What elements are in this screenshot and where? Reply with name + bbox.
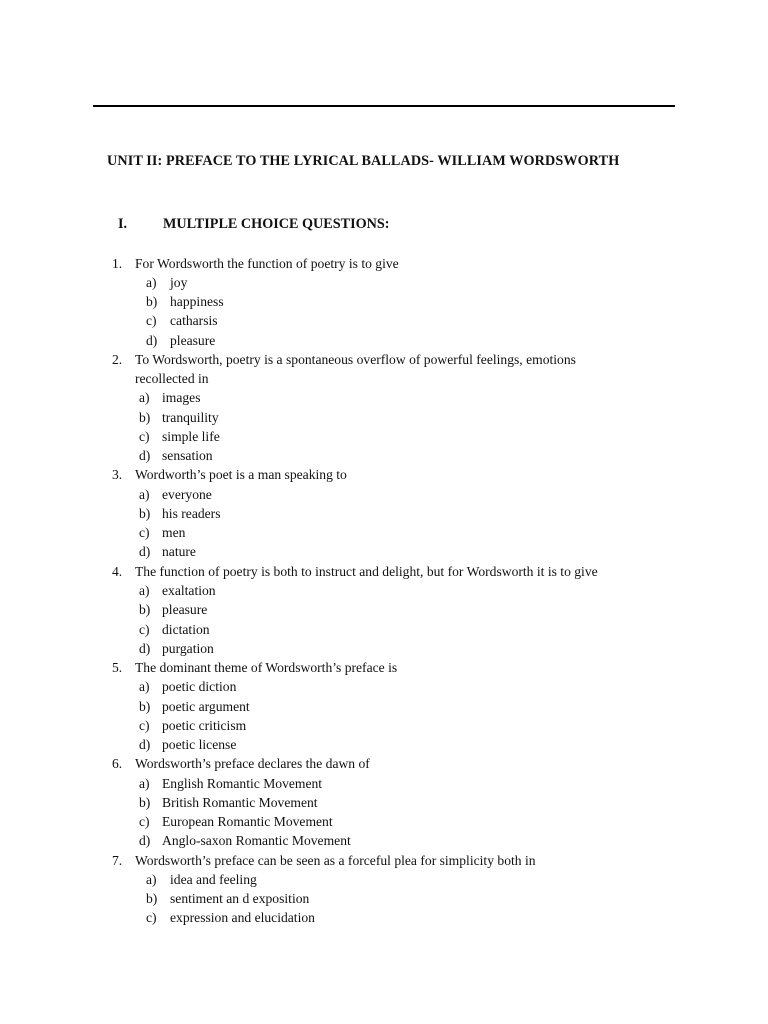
option-letter: a) <box>139 583 150 598</box>
option-text: men <box>162 525 186 540</box>
option-text: sensation <box>162 448 213 463</box>
option-letter: c) <box>139 814 150 829</box>
option-letter: c) <box>139 429 150 444</box>
option-letter: a) <box>139 776 150 791</box>
question-number: 1. <box>112 256 123 271</box>
top-rule <box>93 105 675 107</box>
question-number: 3. <box>112 467 123 482</box>
option-letter: b) <box>139 602 151 617</box>
option-letter: d) <box>139 833 151 848</box>
question-text: For Wordsworth the function of poetry is to give <box>135 256 399 271</box>
option-text: everyone <box>162 487 212 502</box>
option-letter: c) <box>139 622 150 637</box>
option-text: images <box>162 390 201 405</box>
option-letter: c) <box>146 910 157 925</box>
section-heading <box>118 216 390 233</box>
option-text: pleasure <box>162 602 208 617</box>
option-letter: b) <box>139 699 151 714</box>
question-text: The function of poetry is both to instruct and delight, but for Wordsworth it is to give <box>135 564 598 579</box>
option-text: dictation <box>162 622 210 637</box>
option-letter: a) <box>139 679 150 694</box>
question-number: 5. <box>112 660 123 675</box>
option-letter: d) <box>139 544 151 559</box>
option-text: catharsis <box>170 313 218 328</box>
option-letter: b) <box>139 410 151 425</box>
option-text: poetic argument <box>162 699 250 714</box>
option-letter: d) <box>139 448 151 463</box>
option-letter: a) <box>139 390 150 405</box>
option-letter: a) <box>146 275 157 290</box>
option-text: purgation <box>162 641 214 656</box>
option-letter: c) <box>139 718 150 733</box>
option-letter: b) <box>146 891 158 906</box>
option-text: happiness <box>170 294 224 309</box>
option-text: expression and elucidation <box>170 910 315 925</box>
option-text: poetic license <box>162 737 237 752</box>
option-letter: c) <box>146 313 157 328</box>
question-text: Wordsworth’s preface can be seen as a forceful plea for simplicity both in <box>135 853 536 868</box>
option-letter: a) <box>139 487 150 502</box>
question-number: 4. <box>112 564 123 579</box>
option-text: pleasure <box>170 333 216 348</box>
option-text: poetic diction <box>162 679 237 694</box>
option-letter: a) <box>146 872 157 887</box>
section-heading-text: MULTIPLE CHOICE QUESTIONS: <box>163 216 390 232</box>
option-letter: b) <box>139 506 151 521</box>
option-text: European Romantic Movement <box>162 814 333 829</box>
question-text-continued: recollected in <box>135 371 209 386</box>
option-text: tranquility <box>162 410 219 425</box>
section-number: I. <box>118 216 128 232</box>
option-text: simple life <box>162 429 220 444</box>
option-text: his readers <box>162 506 221 521</box>
question-text: Wordworth’s poet is a man speaking to <box>135 467 347 482</box>
option-text: joy <box>170 275 188 290</box>
option-text: exaltation <box>162 583 216 598</box>
question-text: The dominant theme of Wordsworth’s preface is <box>135 660 398 675</box>
option-text: Anglo-saxon Romantic Movement <box>162 833 351 848</box>
question-number: 6. <box>112 756 123 771</box>
page-title: UNIT II: PREFACE TO THE LYRICAL BALLADS- WILLIAM WORDSWORTH <box>107 153 620 169</box>
question-text: Wordsworth’s preface declares the dawn of <box>135 756 370 771</box>
option-letter: d) <box>139 641 151 656</box>
question-number: 7. <box>112 853 123 868</box>
option-text: British Romantic Movement <box>162 795 318 810</box>
option-letter: b) <box>146 294 158 309</box>
option-letter: b) <box>139 795 151 810</box>
option-letter: c) <box>139 525 150 540</box>
option-letter: d) <box>146 333 158 348</box>
question-number: 2. <box>112 352 123 367</box>
option-text: nature <box>162 544 196 559</box>
option-text: idea and feeling <box>170 872 257 887</box>
option-text: poetic criticism <box>162 718 247 733</box>
option-text: English Romantic Movement <box>162 776 323 791</box>
option-letter: d) <box>139 737 151 752</box>
question-text: To Wordsworth, poetry is a spontaneous overflow of powerful feelings, emotions <box>135 352 576 367</box>
option-text: sentiment an d exposition <box>170 891 310 906</box>
